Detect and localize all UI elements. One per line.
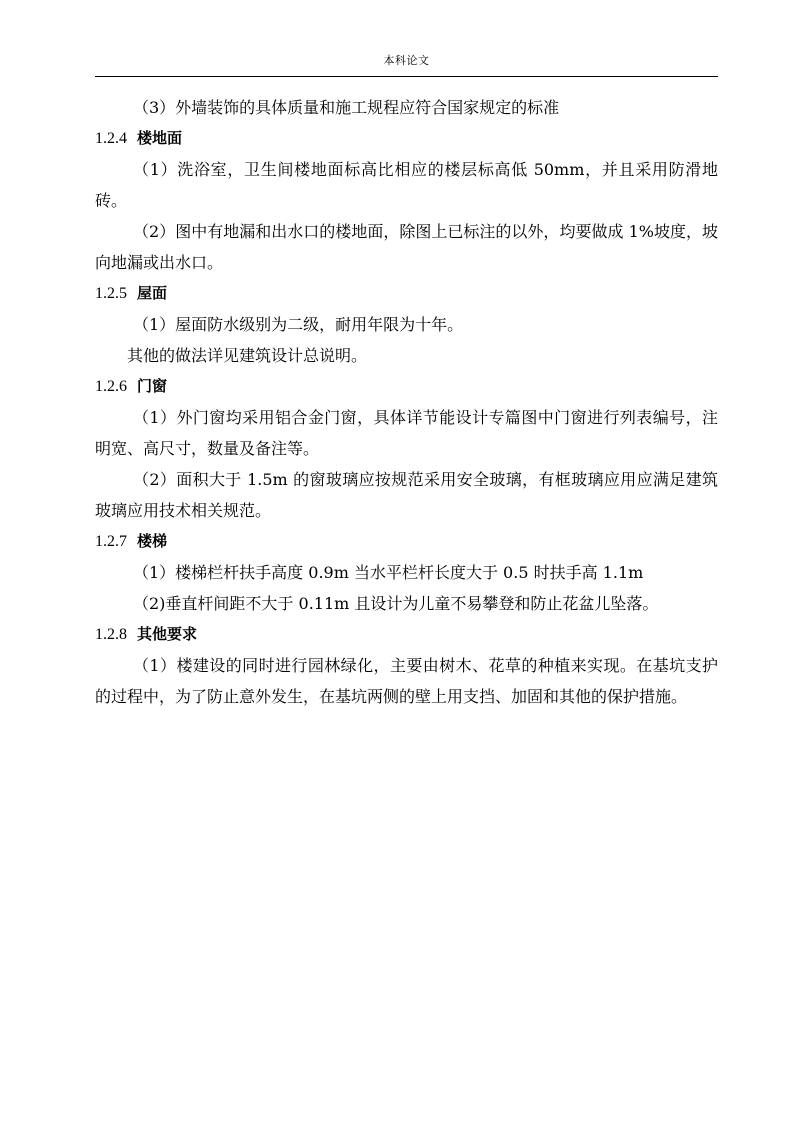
section-title: 屋面 [137, 284, 168, 302]
paragraph-exterior-wall: （3）外墙装饰的具体质量和施工规程应符合国家规定的标准 [133, 98, 560, 117]
paragraph-floor-2: （2）图中有地漏和出水口的楼地面，除图上已标注的以外，均要做成 1%坡度，坡向地漏或出水口。 [95, 222, 718, 272]
paragraph-floor-1: （1）洗浴室，卫生间楼地面标高比相应的楼层标高低 50mm，并且采用防滑地砖。 [95, 160, 718, 210]
paragraph-stair-2: （2)垂直杆间距不大于 0.11m 且设计为儿童不易攀登和防止花盆儿坠落。 [133, 594, 659, 613]
section-title: 其他要求 [137, 625, 198, 643]
section-heading-1-2-6 [95, 371, 718, 402]
section-title: 门窗 [137, 377, 168, 395]
header-divider [95, 76, 718, 77]
section-number: 1.2.4 [95, 130, 127, 147]
paragraph-window-1: （1）外门窗均采用铝合金门窗，具体详节能设计专篇图中门窗进行列表编号，注明宽、高尺寸，数量及备注等。 [95, 408, 718, 458]
paragraph-window-2: （2）面积大于 1.5m 的窗玻璃应按规范采用安全玻璃，有框玻璃应用应满足建筑玻璃应用技术相关规范。 [95, 470, 718, 520]
section-heading-1-2-7 [95, 526, 718, 557]
section-heading-1-2-4 [95, 123, 718, 154]
document-body [95, 92, 718, 712]
section-heading-1-2-8 [95, 619, 718, 650]
section-number: 1.2.5 [95, 285, 127, 302]
paragraph-roof-1: （1）屋面防水级别为二级，耐用年限为十年。 [133, 315, 464, 334]
paragraph-roof-2: 其他的做法详见建筑设计总说明。 [127, 346, 368, 365]
section-title: 楼梯 [137, 532, 168, 550]
section-title: 楼地面 [137, 129, 183, 147]
paragraph-other-1: （1）楼建设的同时进行园林绿化，主要由树木、花草的种植来实现。在基坑支护的过程中，为了防止意外发生，在基坑两侧的壁上用支挡、加固和其他的保护措施。 [95, 656, 718, 706]
section-heading-1-2-5 [95, 278, 718, 309]
section-number: 1.2.8 [95, 626, 127, 643]
section-number: 1.2.6 [95, 378, 127, 395]
section-number: 1.2.7 [95, 533, 127, 550]
paragraph-stair-1: （1）楼梯栏杆扶手高度 0.9m 当水平栏杆长度大于 0.5 时扶手高 1.1m [133, 563, 644, 582]
page-header-title: 本科论文 [383, 54, 430, 67]
